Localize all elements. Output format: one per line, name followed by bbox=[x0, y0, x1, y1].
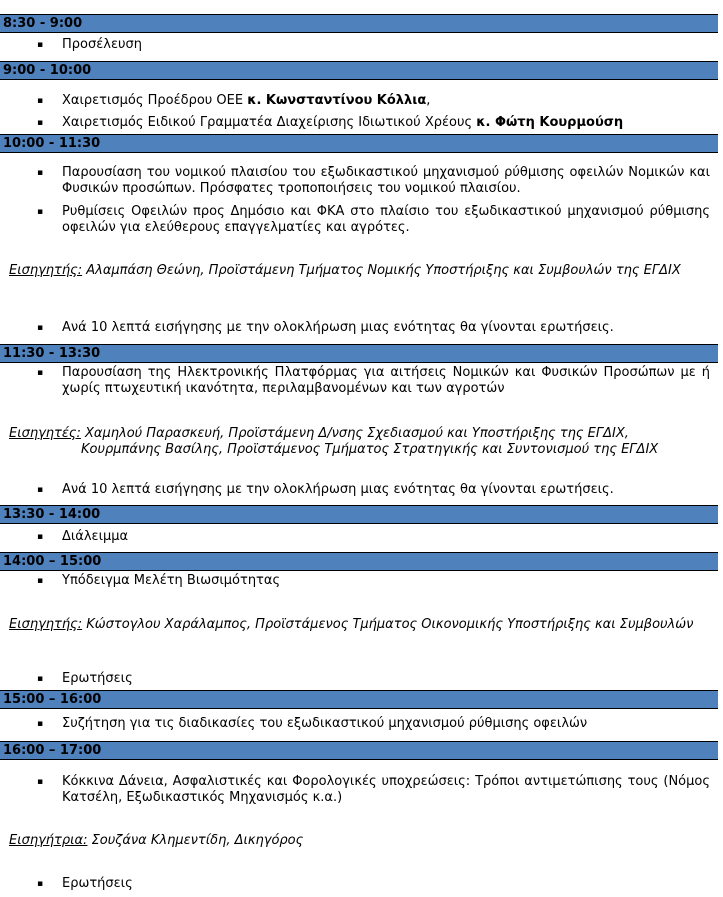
bullet-icon: ▪ bbox=[37, 118, 44, 128]
bullet-icon: ▪ bbox=[37, 368, 44, 378]
time-slot-header bbox=[0, 505, 718, 524]
bullet-icon: ▪ bbox=[37, 485, 44, 495]
time-slot-header bbox=[0, 344, 718, 363]
time-slot-label: 9:00 - 10:00 bbox=[3, 63, 92, 78]
speaker-label: Εισηγητές: bbox=[9, 426, 81, 441]
bullet-icon: ▪ bbox=[37, 207, 44, 217]
time-slot-header bbox=[0, 134, 718, 153]
agenda-item: Συζήτηση για τις διαδικασίες του εξωδικαστικού μηχανισμού ρύθμισης οφειλών bbox=[62, 716, 588, 731]
speaker-name: κ. Φώτη Κουρμούση bbox=[476, 115, 624, 130]
speaker-line: Εισηγητής: Αλαμπάση Θεώνη, Προϊστάμενη Τμήματος Νομικής Υποστήριξης και Συμβουλών της ΕΓΔΙΧ bbox=[9, 263, 681, 278]
time-slot-header bbox=[0, 61, 718, 80]
time-slot-label: 15:00 – 16:00 bbox=[3, 692, 102, 707]
speaker-line: Εισηγήτρια: Σουζάνα Κλημεντίδη, Δικηγόρος bbox=[9, 833, 304, 848]
agenda-item: Ερωτήσεις bbox=[62, 671, 133, 686]
agenda-item: Ερωτήσεις bbox=[62, 876, 133, 891]
time-slot-label: 13:30 - 14:00 bbox=[3, 507, 101, 522]
bullet-icon: ▪ bbox=[37, 777, 44, 787]
bullet-icon: ▪ bbox=[37, 40, 44, 50]
agenda-item: Ανά 10 λεπτά εισήγησης με την ολοκλήρωση μιας ενότητας θα γίνονται ερωτήσεις. bbox=[62, 482, 614, 497]
speaker-label: Εισηγητής: bbox=[9, 263, 83, 278]
bullet-icon: ▪ bbox=[37, 323, 44, 333]
bullet-icon: ▪ bbox=[37, 879, 44, 889]
bullet-icon: ▪ bbox=[37, 532, 44, 542]
agenda-item: Ρυθμίσεις Οφειλών προς Δημόσιο και ΦΚΑ στο πλαίσιο του εξωδικαστικού μηχανισμού ρύθμισης οφειλών για ελεύθερους επαγγελματίες και αγρότες. bbox=[62, 204, 710, 235]
agenda-item: Παρουσίαση του νομικού πλαισίου του εξωδικαστικού μηχανισμού ρύθμισης οφειλών Νομικών και Φυσικών προσώπων. Πρόσφατες τροποποιήσεις του νομικού πλαισίου. bbox=[62, 165, 710, 196]
time-slot-label: 10:00 - 11:30 bbox=[3, 136, 101, 151]
time-slot-label: 11:30 - 13:30 bbox=[3, 346, 101, 361]
agenda-item: Χαιρετισμός Ειδικού Γραμματέα Διαχείρισης Ιδιωτικού Χρέους κ. Φώτη Κουρμούση bbox=[62, 115, 624, 130]
time-slot-header bbox=[0, 552, 718, 571]
agenda-item: Χαιρετισμός Προέδρου ΟΕΕ κ. Κωνσταντίνου Κόλλια, bbox=[62, 93, 431, 108]
speaker-label: Εισηγητής: bbox=[9, 617, 83, 632]
bullet-icon: ▪ bbox=[37, 674, 44, 684]
bullet-icon: ▪ bbox=[37, 168, 44, 178]
time-slot-header bbox=[0, 14, 718, 33]
speaker-label: Εισηγήτρια: bbox=[9, 833, 88, 848]
bullet-icon: ▪ bbox=[37, 96, 44, 106]
time-slot-label: 8:30 - 9:00 bbox=[3, 16, 83, 31]
time-slot-header bbox=[0, 690, 718, 709]
time-slot-header bbox=[0, 741, 718, 760]
agenda-item: Παρουσίαση της Ηλεκτρονικής Πλατφόρμας για αιτήσεις Νομικών και Φυσικών Προσώπων με ή χωρίς πτωχευτική ικανότητα, περιλαμβανομένων και των αγροτών bbox=[62, 365, 710, 396]
speaker-line: Εισηγητές: Χαμηλού Παρασκευή, Προϊστάμενη Δ/νσης Σχεδιασμού και Υποστήριξης της ΕΓΔΙΧ, Κουρμπάνης Βασίλης, Προϊστάμενος Τμήματος Στρατηγικής και Συντονισμού της ΕΓΔΙΧ bbox=[9, 426, 659, 457]
time-slot-label: 14:00 – 15:00 bbox=[3, 554, 102, 569]
time-slot-label: 16:00 – 17:00 bbox=[3, 743, 102, 758]
agenda-item: Ανά 10 λεπτά εισήγησης με την ολοκλήρωση μιας ενότητας θα γίνονται ερωτήσεις. bbox=[62, 320, 614, 335]
bullet-icon: ▪ bbox=[37, 719, 44, 729]
agenda-item: Κόκκινα Δάνεια, Ασφαλιστικές και Φορολογικές υποχρεώσεις: Τρόποι αντιμετώπισης τους (Νόμος Κατσέλη, Εξωδικαστικός Μηχανισμός κ.α.) bbox=[62, 774, 710, 805]
bullet-icon: ▪ bbox=[37, 576, 44, 586]
agenda-item: Προσέλευση bbox=[62, 37, 142, 52]
agenda-item: Υπόδειγμα Μελέτη Βιωσιμότητας bbox=[62, 573, 281, 588]
speaker-line: Εισηγητής: Κώστογλου Χαράλαμπος, Προϊστάμενος Τμήματος Οικονομικής Υποστήριξης και Συμβουλών bbox=[9, 617, 694, 632]
speaker-name: κ. Κωνσταντίνου Κόλλια bbox=[247, 93, 427, 108]
agenda-item: Διάλειμμα bbox=[62, 529, 129, 544]
